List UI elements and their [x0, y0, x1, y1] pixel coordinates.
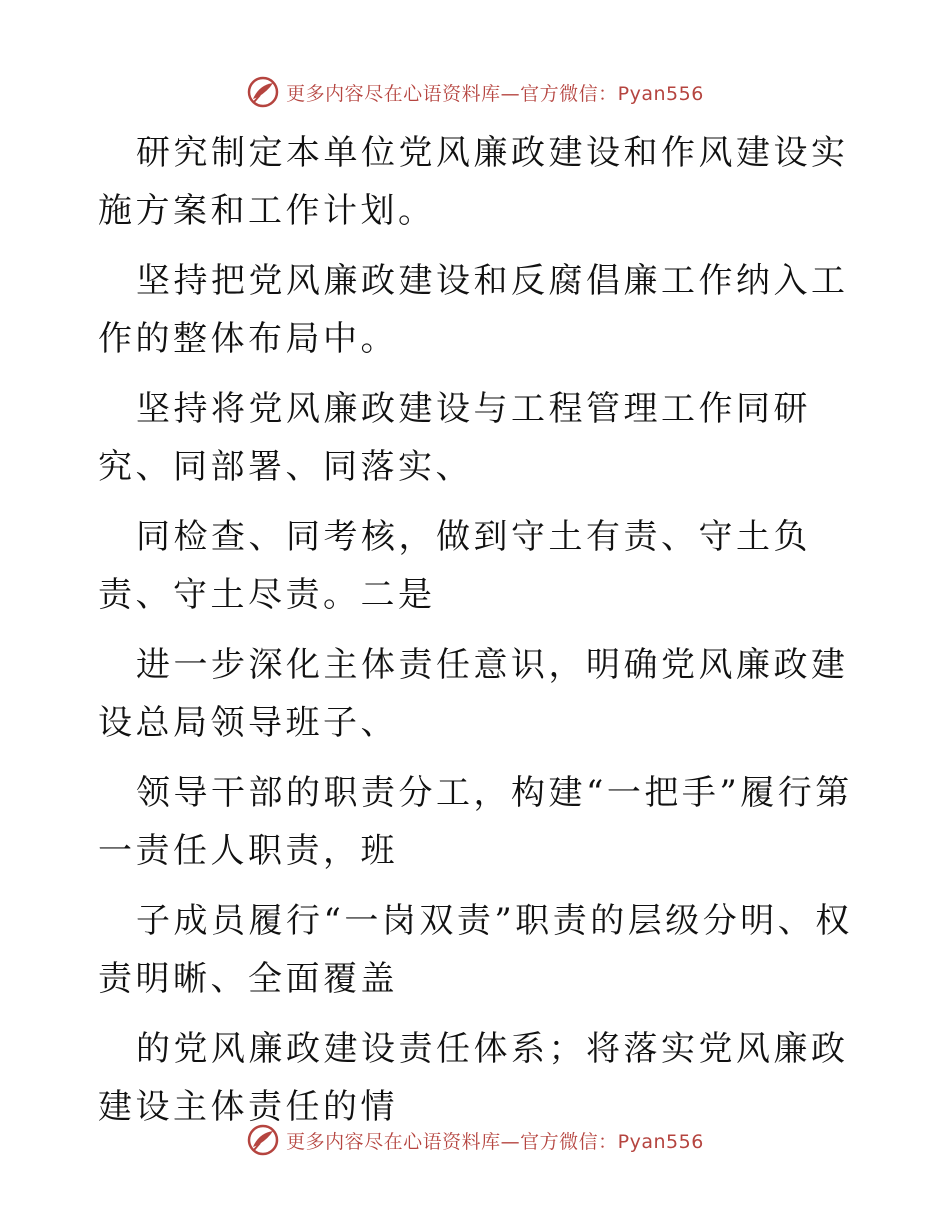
document-body — [98, 124, 858, 1148]
paragraph-8: 的党风廉政建设责任体系；将落实党风廉政建设主体责任的情 — [98, 1029, 849, 1127]
pen-logo-icon — [246, 75, 280, 109]
paragraph-6: 领导干部的职责分工，构建“一把手”履行第一责任人职责，班 — [98, 773, 853, 871]
paragraph-1: 研究制定本单位党风廉政建设和作风建设实施方案和工作计划。 — [98, 133, 849, 231]
paragraph-5: 进一步深化主体责任意识，明确党风廉政建设总局领导班子、 — [98, 645, 849, 743]
footer-watermark — [0, 1120, 950, 1160]
paragraph-2: 坚持把党风廉政建设和反腐倡廉工作纳入工作的整体布局中。 — [98, 261, 849, 359]
watermark-text: 更多内容尽在心语资料库—官方微信：Pyan556 — [286, 82, 704, 105]
pen-logo-icon — [246, 1123, 280, 1157]
paragraph-3: 坚持将党风廉政建设与工程管理工作同研究、同部署、同落实、 — [98, 389, 811, 487]
header-watermark — [0, 72, 950, 112]
paragraph-7: 子成员履行“一岗双责”职责的层级分明、权责明晰、全面覆盖 — [98, 901, 853, 999]
paragraph-4: 同检查、同考核，做到守土有责、守土负责、守土尽责。二是 — [98, 517, 811, 615]
watermark-text: 更多内容尽在心语资料库—官方微信：Pyan556 — [286, 1130, 704, 1153]
